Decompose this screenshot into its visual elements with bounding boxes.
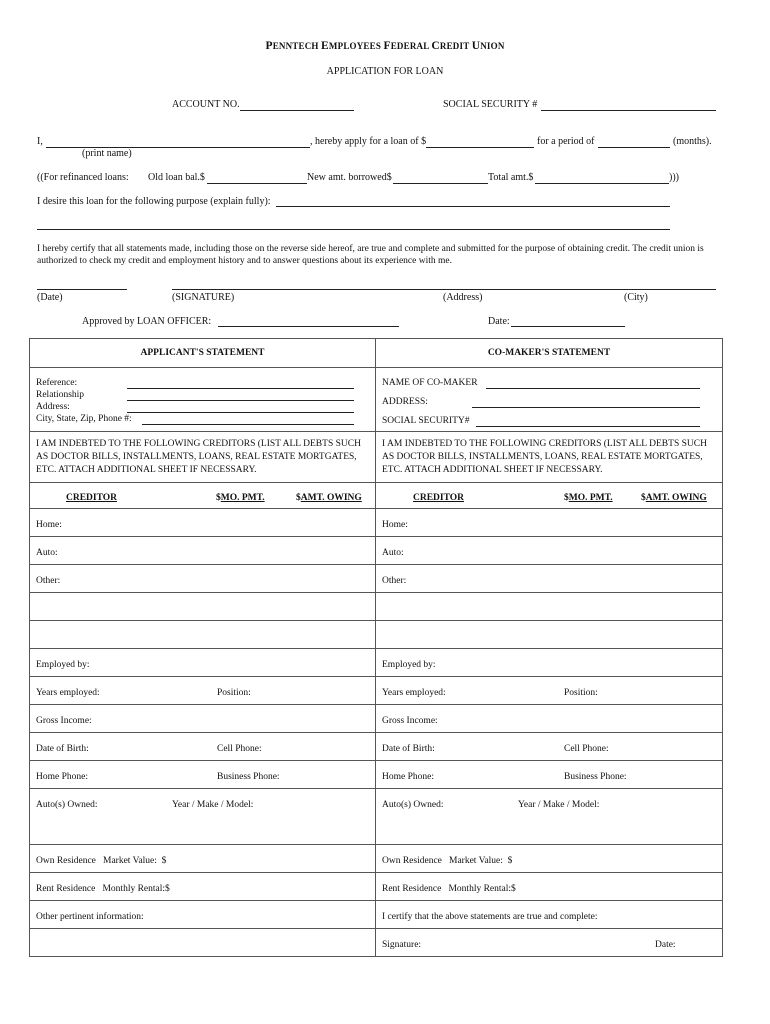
business-phone-label: Business Phone: [217, 772, 280, 782]
cell-phone-label: Cell Phone: [564, 744, 609, 754]
approved-by-label: Approved by LOAN OFFICER: [82, 316, 212, 327]
total-amount-field[interactable] [535, 183, 669, 184]
year-make-model-label: Year / Make / Model: [172, 800, 254, 810]
date-field[interactable] [37, 289, 127, 290]
comaker-own-residence[interactable] [376, 845, 723, 873]
form-subtitle: APPLICATION FOR LOAN [326, 66, 444, 77]
employed-by-label: Employed by: [382, 660, 436, 670]
i-label: I, [37, 136, 43, 147]
amt-owing-prefix: $ [641, 493, 646, 503]
comaker-name-label: NAME OF CO-MAKER [382, 378, 478, 388]
applicant-indebted-text: I AM INDEBTED TO THE FOLLOWING CREDITORS (LIST ALL DEBTS SUCH AS DOCTOR BILLS, INSTALLMENTS, LOANS, REAL ESTATE MORTGATES, ETC. ATTACH ADDITIONAL SHEET IF NECESSARY. [30, 432, 376, 483]
loan-officer-field[interactable] [218, 326, 399, 327]
org-name-part: C [431, 40, 440, 52]
comaker-signature-cell[interactable] [376, 929, 723, 957]
auto-debt-label: Auto: [382, 548, 404, 558]
loan-period-field[interactable] [598, 147, 670, 148]
comaker-blank-debt-row[interactable] [376, 593, 723, 621]
account-no-field[interactable] [240, 110, 354, 111]
org-name-part: REDIT [439, 41, 472, 51]
dob-label: Date of Birth: [382, 744, 435, 754]
position-label: Position: [564, 688, 598, 698]
applicant-employer[interactable] [30, 649, 376, 677]
signature-address-field[interactable] [172, 289, 716, 290]
comaker-certify-text: I certify that the above statements are true and complete: [382, 912, 598, 922]
amt-owing-col-label: AMT. OWING [300, 493, 362, 503]
cell-phone-label: Cell Phone: [217, 744, 262, 754]
org-name-part: ENNTECH [272, 41, 322, 51]
reference-address-field[interactable] [127, 412, 354, 413]
comaker-rent-residence[interactable] [376, 873, 723, 901]
comaker-indebted-text: I AM INDEBTED TO THE FOLLOWING CREDITORS (LIST ALL DEBTS SUCH AS DOCTOR BILLS, INSTALLMENTS, LOANS, REAL ESTATE MORTGATES, ETC. ATTACH ADDITIONAL SHEET IF NECESSARY. [376, 432, 723, 483]
applicant-blank-debt-row[interactable] [30, 621, 376, 649]
comaker-other-debt[interactable] [376, 565, 723, 593]
months-label: (months). [673, 136, 712, 147]
years-employed-label: Years employed: [382, 688, 446, 698]
org-name-part: EDERAL [390, 41, 432, 51]
org-name-part: P [265, 40, 273, 52]
comaker-certify [376, 901, 723, 929]
position-label: Position: [217, 688, 251, 698]
purpose-label: I desire this loan for the following purpose (explain fully): [37, 196, 271, 207]
other-info-label: Other pertinent information: [36, 912, 144, 922]
applicant-income[interactable] [30, 705, 376, 733]
purpose-field-line-2[interactable] [37, 229, 670, 230]
relationship-label: Relationship [36, 390, 85, 400]
new-amount-label: New amt. borrowed$ [307, 172, 392, 183]
org-name-part: F [383, 40, 391, 52]
relationship-field[interactable] [127, 400, 354, 401]
creditor-col-label: CREDITOR [66, 493, 118, 503]
reference-label: Reference: [36, 378, 78, 388]
applicant-autos[interactable] [30, 789, 376, 845]
comaker-auto-debt[interactable] [376, 537, 723, 565]
auto-debt-label: Auto: [36, 548, 58, 558]
purpose-field-line-1[interactable] [276, 206, 670, 207]
applicant-home-debt[interactable] [30, 509, 376, 537]
comaker-employer[interactable] [376, 649, 723, 677]
gross-income-label: Gross Income: [382, 716, 438, 726]
year-make-model-label: Year / Make / Model: [518, 800, 600, 810]
applicant-other-debt[interactable] [30, 565, 376, 593]
old-balance-field[interactable] [207, 183, 307, 184]
comaker-autos[interactable] [376, 789, 723, 845]
refinanced-close: ))) [669, 172, 679, 183]
comaker-income[interactable] [376, 705, 723, 733]
mo-pmt-prefix: $ [564, 493, 569, 503]
ssn-label: SOCIAL SECURITY # [443, 99, 538, 110]
gross-income-label: Gross Income: [36, 716, 92, 726]
own-residence-label: Own Residence Market Value: $ [36, 856, 167, 866]
reference-city-field[interactable] [142, 424, 354, 425]
new-amount-field[interactable] [393, 183, 488, 184]
applicant-reference-cell [30, 368, 376, 432]
ssn-field[interactable] [541, 110, 716, 111]
comaker-employment[interactable] [376, 677, 723, 705]
comaker-address-label: ADDRESS: [382, 397, 428, 407]
comaker-date-label: Date: [655, 940, 676, 950]
comaker-phones[interactable] [376, 761, 723, 789]
org-name-part: E [321, 40, 329, 52]
mo-pmt-prefix: $ [216, 493, 221, 503]
reference-field[interactable] [127, 388, 354, 389]
applicant-auto-debt[interactable] [30, 537, 376, 565]
comaker-blank-debt-row[interactable] [376, 621, 723, 649]
applicant-phones[interactable] [30, 761, 376, 789]
employed-by-label: Employed by: [36, 660, 90, 670]
home-debt-label: Home: [382, 520, 408, 530]
mo-pmt-col-label: MO. PMT. [568, 493, 613, 503]
organization-name [0, 40, 770, 52]
autos-owned-label: Auto(s) Owned: [382, 800, 444, 810]
date-caption: (Date) [37, 292, 63, 303]
comaker-name-field[interactable] [486, 388, 700, 389]
years-employed-label: Years employed: [36, 688, 100, 698]
comaker-address-field[interactable] [472, 407, 700, 408]
period-label: for a period of [537, 136, 595, 147]
business-phone-label: Business Phone: [564, 772, 627, 782]
loan-amount-field[interactable] [426, 147, 534, 148]
total-amount-label: Total amt.$ [488, 172, 534, 183]
refinanced-label: ((For refinanced loans: [37, 172, 129, 183]
address-caption: (Address) [443, 292, 483, 303]
signature-caption: (SIGNATURE) [172, 292, 235, 303]
org-name-part: U [471, 40, 481, 52]
applicant-dob-cell[interactable] [30, 733, 376, 761]
comaker-dob-cell[interactable] [376, 733, 723, 761]
print-name-label: (print name) [82, 148, 132, 159]
home-phone-label: Home Phone: [382, 772, 434, 782]
other-debt-label: Other: [382, 576, 407, 586]
amt-owing-prefix: $ [296, 493, 301, 503]
comaker-heading: CO-MAKER'S STATEMENT [376, 339, 723, 368]
comaker-home-debt[interactable] [376, 509, 723, 537]
comaker-ssn-label: SOCIAL SECURITY# [382, 416, 470, 426]
own-residence-label: Own Residence Market Value: $ [382, 856, 513, 866]
account-no-label: ACCOUNT NO. [172, 99, 240, 110]
rent-residence-label: Rent Residence Monthly Rental:$ [382, 884, 516, 894]
org-name-part: MPLOYEES [328, 41, 384, 51]
mo-pmt-col-label: MO. PMT. [220, 493, 265, 503]
autos-owned-label: Auto(s) Owned: [36, 800, 98, 810]
approval-date-label: Date: [488, 316, 510, 327]
other-debt-label: Other: [36, 576, 61, 586]
statement-grid [29, 338, 723, 957]
old-balance-label: Old loan bal.$ [148, 172, 205, 183]
rent-residence-label: Rent Residence Monthly Rental:$ [36, 884, 170, 894]
creditor-col-label: CREDITOR [413, 493, 465, 503]
applicant-other-info[interactable] [30, 901, 376, 929]
approval-date-field[interactable] [511, 326, 625, 327]
apply-text: , hereby apply for a loan of $ [310, 136, 427, 147]
comaker-info-cell [376, 368, 723, 432]
org-name-part: NION [480, 41, 505, 51]
comaker-creditor-header [376, 483, 723, 509]
city-caption: (City) [624, 292, 648, 303]
applicant-heading: APPLICANT'S STATEMENT [30, 339, 376, 368]
home-phone-label: Home Phone: [36, 772, 88, 782]
applicant-blank-debt-row[interactable] [30, 593, 376, 621]
home-debt-label: Home: [36, 520, 62, 530]
comaker-signature-label: Signature: [382, 940, 422, 950]
applicant-own-residence[interactable] [30, 845, 376, 873]
reference-city-label: City, State, Zip, Phone #: [36, 414, 132, 424]
dob-label: Date of Birth: [36, 744, 89, 754]
certification-text: I hereby certify that all statements made, including those on the reverse side hereof, are true and complete and submitted for the purpose of obtaining credit. The credit union is authorized to check my credit and employment history and to answer questions about its experience with me. [37, 244, 704, 266]
comaker-ssn-field[interactable] [476, 426, 700, 427]
applicant-rent-residence[interactable] [30, 873, 376, 901]
applicant-creditor-header [30, 483, 376, 509]
amt-owing-col-label: AMT. OWING [645, 493, 707, 503]
reference-address-label: Address: [36, 402, 70, 412]
applicant-other-info-continued[interactable] [30, 929, 376, 957]
applicant-employment[interactable] [30, 677, 376, 705]
